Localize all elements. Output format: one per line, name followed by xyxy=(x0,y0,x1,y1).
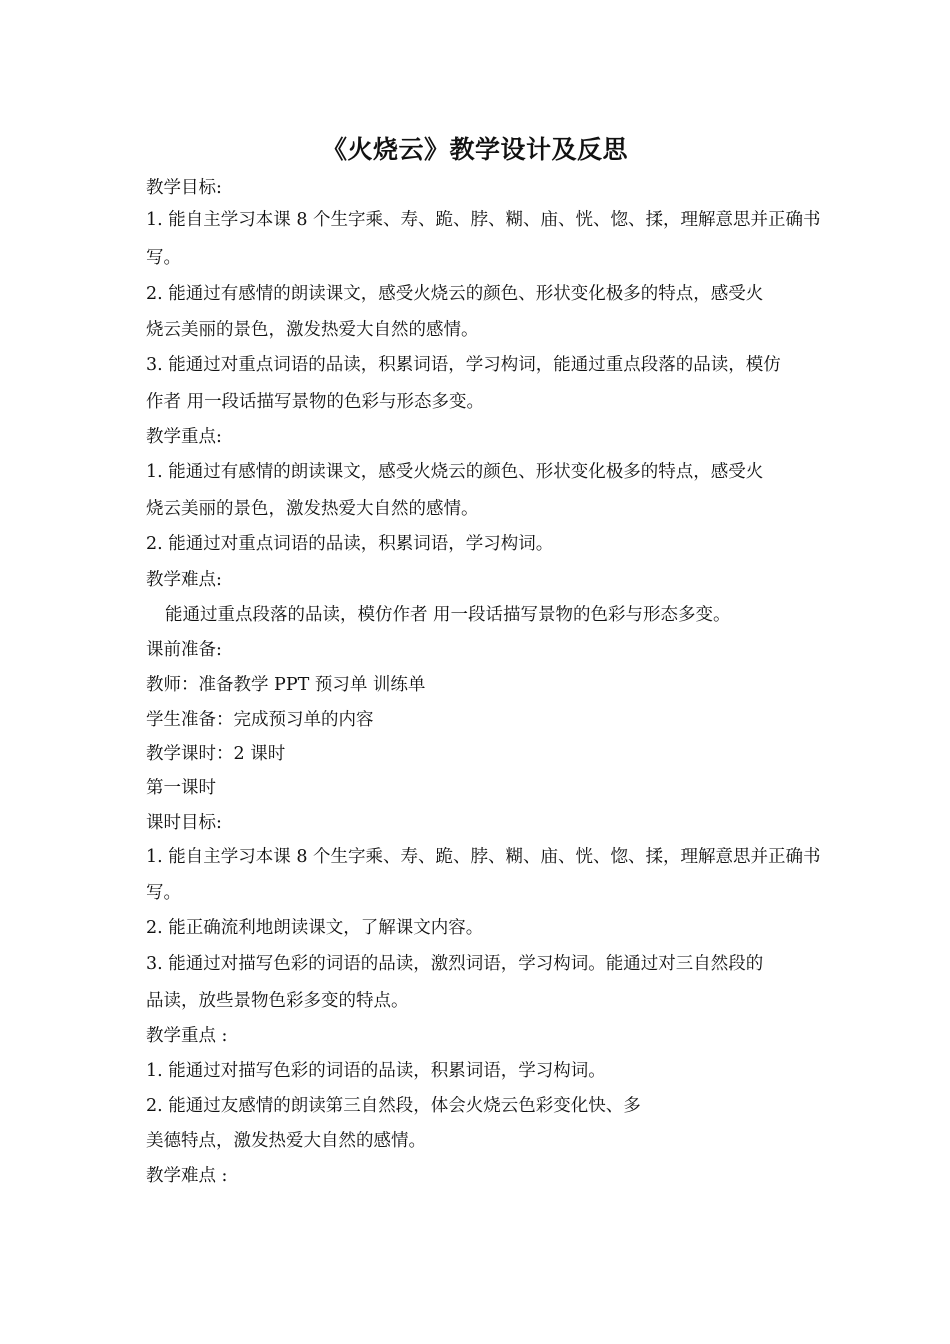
section-heading-difficulties: 教学难点: xyxy=(146,570,222,590)
lesson-key-point-2-line-2: 美德特点，激发热爱大自然的感情。 xyxy=(146,1131,426,1151)
lesson-key-point-2-line-1: 2. 能通过友感情的朗读第三自然段，体会火烧云色彩变化快、多 xyxy=(146,1096,641,1116)
teacher-preparation: 教师：准备教学 PPT 预习单 训练单 xyxy=(146,675,426,695)
section-heading-lesson-difficulties: 教学难点 : xyxy=(146,1166,228,1186)
section-heading-lesson-objectives: 课时目标: xyxy=(146,813,222,833)
lesson-objective-1-line-2: 写。 xyxy=(146,883,181,903)
section-heading-preparation: 课前准备: xyxy=(146,640,222,660)
first-lesson-heading: 第一课时 xyxy=(146,778,216,798)
lesson-objective-3-line-2: 品读，放些景物色彩多变的特点。 xyxy=(146,991,409,1011)
key-point-1-line-1: 1. 能通过有感情的朗读课文，感受火烧云的颜色、形状变化极多的特点，感受火 xyxy=(146,462,764,482)
student-preparation: 学生准备：完成预习单的内容 xyxy=(146,710,374,730)
lesson-objective-3-line-1: 3. 能通过对描写色彩的词语的品读，激烈词语，学习构词。能通过对三自然段的 xyxy=(146,954,764,974)
section-heading-key-points: 教学重点: xyxy=(146,427,222,447)
key-point-2: 2. 能通过对重点词语的品读，积累词语，学习构词。 xyxy=(146,534,554,554)
section-heading-objectives: 教学目标: xyxy=(146,178,222,198)
objective-1-line-2: 写。 xyxy=(146,248,181,268)
class-hours: 教学课时：2 课时 xyxy=(146,744,286,764)
objective-2-line-1: 2. 能通过有感情的朗读课文，感受火烧云的颜色、形状变化极多的特点，感受火 xyxy=(146,284,764,304)
lesson-objective-1-line-1: 1. 能自主学习本课 8 个生字乘、寿、跪、脖、糊、庙、恍、惚、揉，理解意思并正确书 xyxy=(146,847,821,867)
section-heading-lesson-key-points: 教学重点 : xyxy=(146,1026,228,1046)
lesson-key-point-1: 1. 能通过对描写色彩的词语的品读，积累词语，学习构词。 xyxy=(146,1061,606,1081)
objective-3-line-2: 作者 用一段话描写景物的色彩与形态多变。 xyxy=(146,392,485,412)
objective-3-line-1: 3. 能通过对重点词语的品读，积累词语，学习构词，能通过重点段落的品读，模仿 xyxy=(146,355,781,375)
objective-2-line-2: 烧云美丽的景色，激发热爱大自然的感情。 xyxy=(146,320,479,340)
document-title: 《火烧云》教学设计及反思 xyxy=(321,135,628,164)
lesson-objective-2: 2. 能正确流利地朗读课文，了解课文内容。 xyxy=(146,918,484,938)
key-point-1-line-2: 烧云美丽的景色，激发热爱大自然的感情。 xyxy=(146,499,479,519)
objective-1-line-1: 1. 能自主学习本课 8 个生字乘、寿、跪、脖、糊、庙、恍、惚、揉，理解意思并正确书 xyxy=(146,210,821,230)
difficulty-text: 能通过重点段落的品读，模仿作者 用一段话描写景物的色彩与形态多变。 xyxy=(165,605,731,625)
